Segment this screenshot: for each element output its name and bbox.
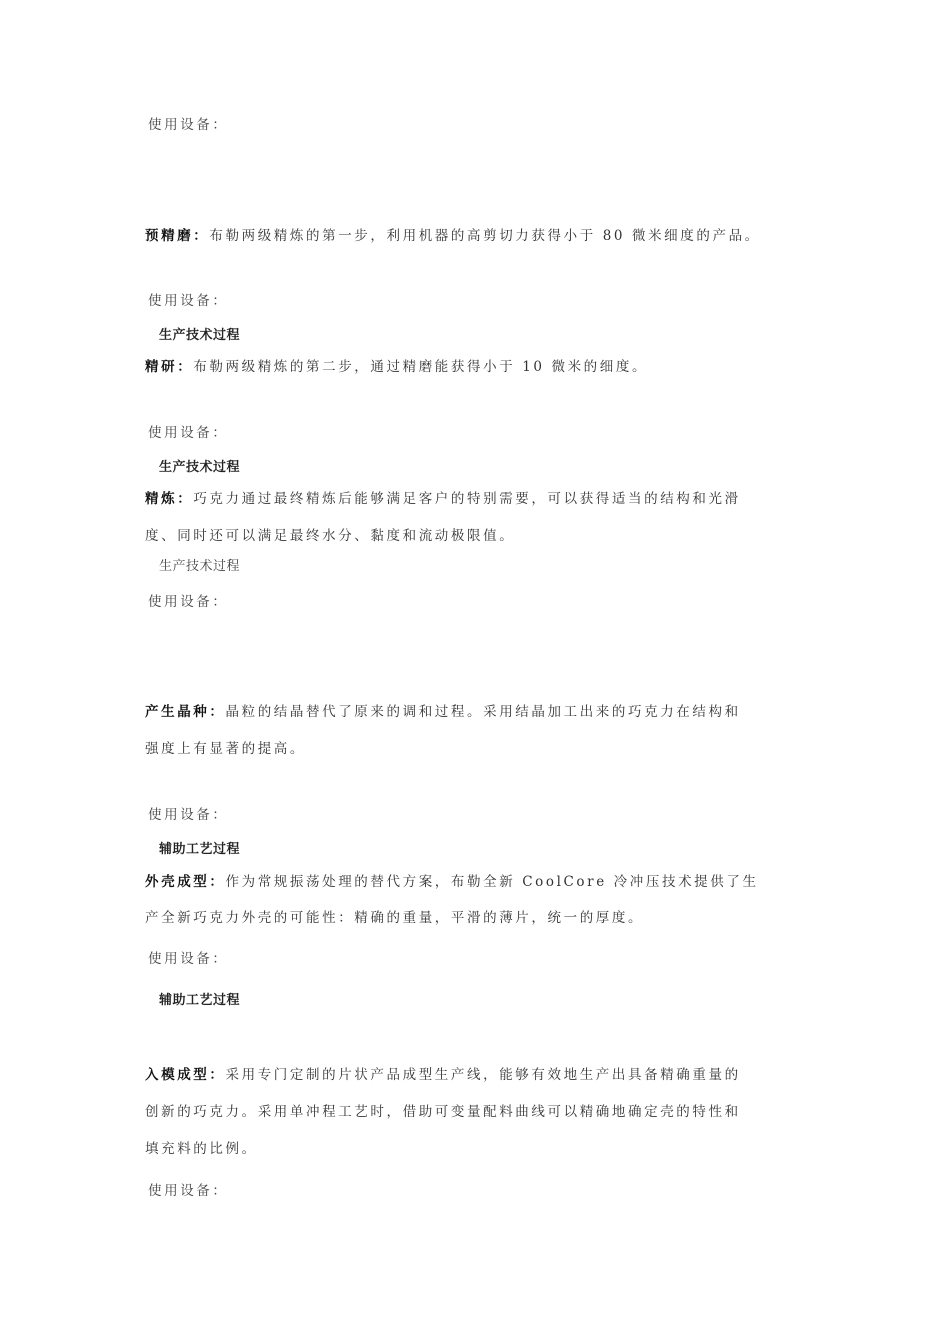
shell-text-line2: 产全新巧克力外壳的可能性：精确的重量，平滑的薄片，统一的厚度。 — [145, 910, 645, 926]
grind-term: 精研： — [145, 359, 194, 375]
section-heading: 生产技术过程 — [159, 328, 241, 343]
prefine-text: 布勒两级精炼的第一步，利用机器的高剪切力获得小于 80 微米细度的产品。 — [209, 228, 761, 244]
conche-term: 精炼： — [145, 491, 194, 507]
conche-paragraph — [145, 489, 741, 509]
equipment-label: 使用设备： — [148, 594, 229, 610]
equipment-label: 使用设备： — [148, 1183, 229, 1199]
seed-text-line2: 强度上有显著的提高。 — [145, 741, 306, 757]
prefine-paragraph — [145, 226, 761, 246]
mould-text-line3: 填充料的比例。 — [145, 1141, 258, 1157]
shell-paragraph — [145, 872, 759, 892]
section-heading: 辅助工艺过程 — [159, 993, 241, 1008]
equipment-label: 使用设备： — [148, 293, 229, 309]
shell-text-line1: 作为常规振荡处理的替代方案，布勒全新 CoolCore 冷冲压技术提供了生 — [225, 874, 759, 890]
section-heading: 辅助工艺过程 — [159, 842, 241, 857]
mould-text-line2: 创新的巧克力。采用单冲程工艺时，借助可变量配料曲线可以精确地确定壳的特性和 — [145, 1104, 741, 1120]
equipment-label: 使用设备： — [148, 117, 229, 133]
seed-term: 产生晶种： — [145, 704, 226, 720]
mould-term: 入模成型： — [145, 1067, 226, 1083]
section-heading: 生产技术过程 — [159, 460, 241, 475]
equipment-label: 使用设备： — [148, 951, 229, 967]
conche-text-line1: 巧克力通过最终精炼后能够满足客户的特别需要，可以获得适当的结构和光滑 — [193, 491, 741, 507]
section-heading: 生产技术过程 — [159, 559, 241, 574]
seed-paragraph — [145, 702, 741, 722]
grind-text: 布勒两级精炼的第二步，通过精磨能获得小于 10 微米的细度。 — [193, 359, 649, 375]
conche-text-line2: 度、同时还可以满足最终水分、黏度和流动极限值。 — [145, 528, 516, 544]
grind-paragraph — [145, 357, 648, 377]
shell-term: 外壳成型： — [145, 874, 226, 890]
mould-paragraph — [145, 1065, 741, 1085]
prefine-term: 预精磨： — [145, 228, 210, 244]
equipment-label: 使用设备： — [148, 807, 229, 823]
mould-text-line1: 采用专门定制的片状产品成型生产线，能够有效地生产出具备精确重量的 — [225, 1067, 741, 1083]
seed-text-line1: 晶粒的结晶替代了原来的调和过程。采用结晶加工出来的巧克力在结构和 — [225, 704, 741, 720]
equipment-label: 使用设备： — [148, 425, 229, 441]
